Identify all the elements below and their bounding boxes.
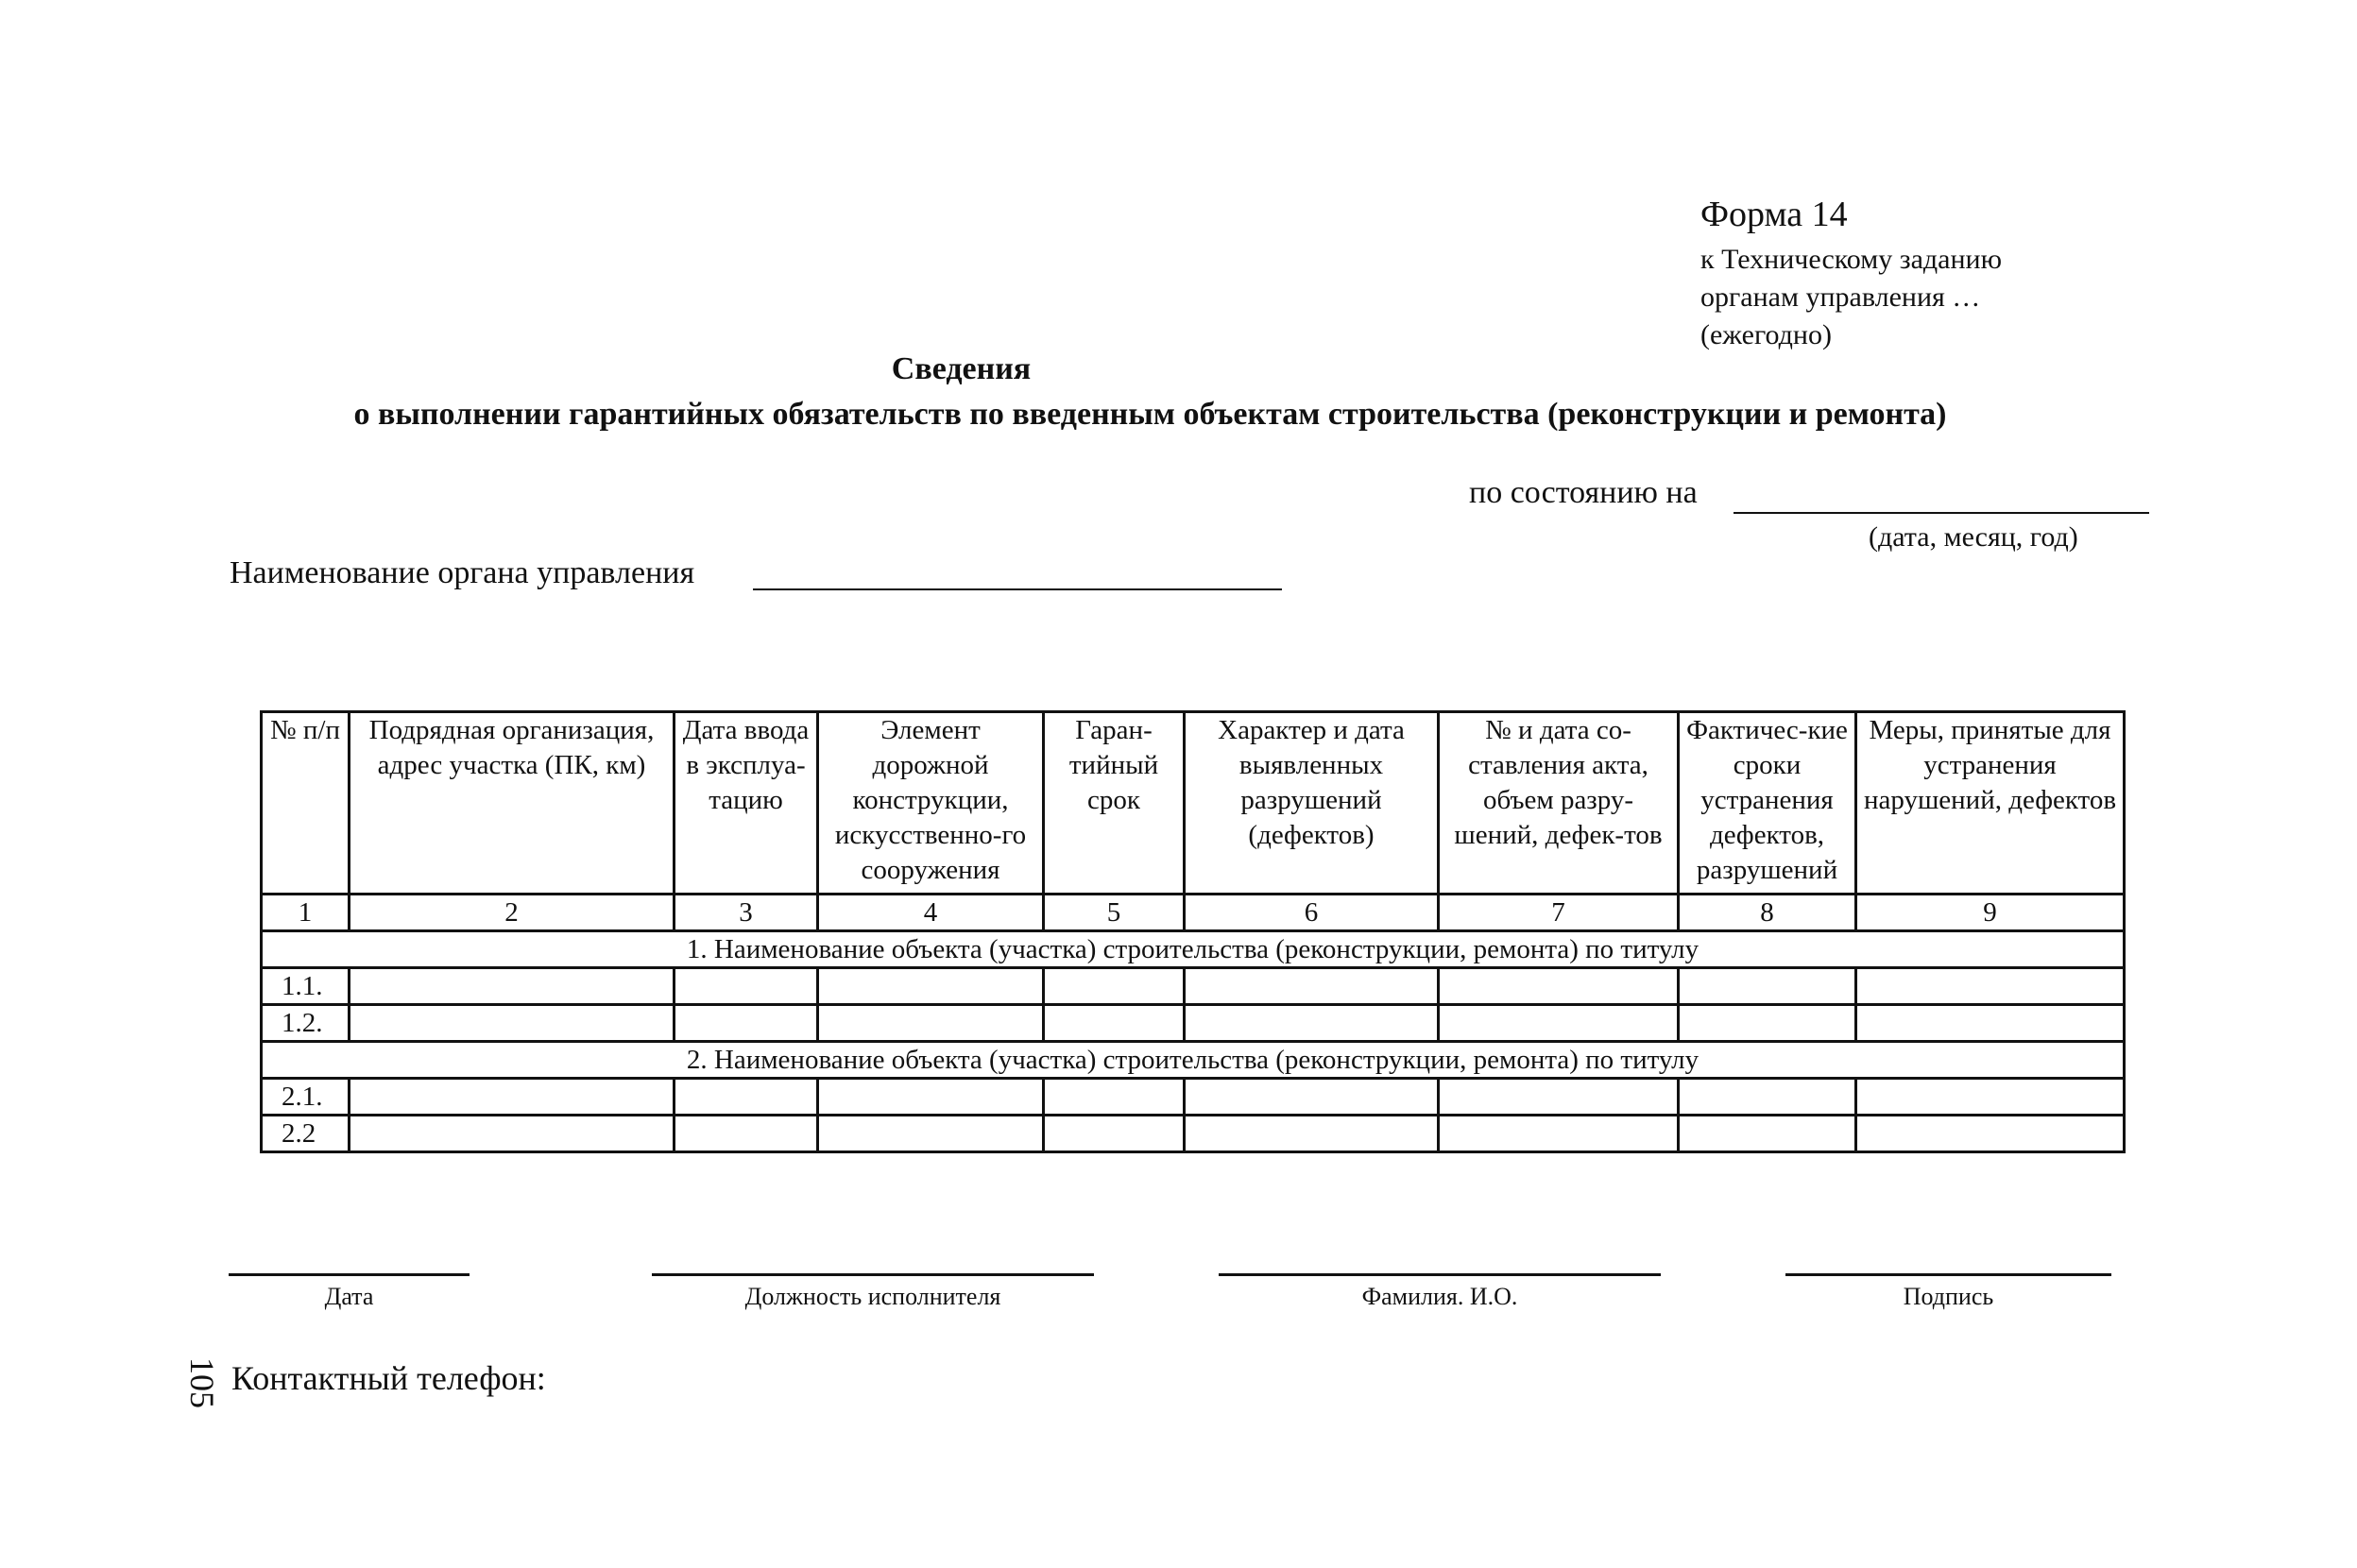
table-cell[interactable] [1856,1079,2125,1116]
row-id: 2.1. [262,1079,350,1116]
table-cell[interactable] [1185,1079,1439,1116]
table-row [262,968,2125,1005]
column-number: 8 [1679,895,1856,931]
table-cell[interactable] [1044,1116,1185,1152]
warranty-table [260,710,2126,1153]
header-cell-commission-date: Дата ввода в эксплуа-тацию [675,712,818,895]
date-label: Дата [324,1283,374,1310]
date-signature-line[interactable] [229,1273,470,1276]
state-date-hint: (дата, месяц, год) [1869,521,2078,553]
table-row [262,1079,2125,1116]
header-cell-fix-dates: Фактичес-кие сроки устранения дефектов, разрушений [1679,712,1856,895]
table-cell[interactable] [675,1005,818,1042]
table-cell[interactable] [1185,1116,1439,1152]
column-number: 1 [262,895,350,931]
form-reference-line-1: к Техническому заданию [1700,244,2002,275]
form-number: Форма 14 [1700,195,1848,234]
column-number-row [262,895,2125,931]
name-label: Фамилия. И.О. [1361,1283,1518,1310]
state-as-of-label: по состоянию на [1469,475,1698,510]
table-cell[interactable] [1679,968,1856,1005]
table-cell[interactable] [1185,1005,1439,1042]
table-cell[interactable] [1439,1005,1679,1042]
header-cell-element: Элемент дорожной конструкции, искусственно-го сооружения [818,712,1044,895]
column-number: 7 [1439,895,1679,931]
contact-phone-label: Контактный телефон: [231,1359,546,1397]
table-cell[interactable] [818,1005,1044,1042]
table-cell[interactable] [675,1116,818,1152]
row-id: 1.1. [262,968,350,1005]
column-number: 3 [675,895,818,931]
table-cell[interactable] [1439,1079,1679,1116]
table-cell[interactable] [1856,1005,2125,1042]
table-cell[interactable] [1439,1116,1679,1152]
page-number: 105 [183,1357,221,1408]
column-number: 5 [1044,895,1185,931]
header-cell-measures: Меры, принятые для устранения нарушений, дефектов [1856,712,2125,895]
document-title: Сведения [891,351,1032,386]
table-cell[interactable] [350,1116,675,1152]
table-row [262,1005,2125,1042]
name-signature-line[interactable] [1219,1273,1661,1276]
table-cell[interactable] [1044,1079,1185,1116]
row-id: 2.2 [262,1116,350,1152]
table-cell[interactable] [818,1079,1044,1116]
table-cell[interactable] [1856,1116,2125,1152]
table-cell[interactable] [675,1079,818,1116]
table-cell[interactable] [1679,1005,1856,1042]
section-row-2 [262,1042,2125,1079]
column-number: 4 [818,895,1044,931]
table-cell[interactable] [818,1116,1044,1152]
table-cell[interactable] [1044,1005,1185,1042]
table-cell[interactable] [1185,968,1439,1005]
header-cell-number: № п/п [262,712,350,895]
table-cell[interactable] [1679,1079,1856,1116]
table-cell[interactable] [675,968,818,1005]
document-subtitle: о выполнении гарантийных обязательств по введенным объектам строительства (реконструкции и ремонта) [353,397,1947,432]
state-date-field[interactable] [1734,512,2149,514]
signature-label: Подпись [1903,1283,1994,1310]
org-name-field[interactable] [753,588,1282,590]
table-cell[interactable] [1679,1116,1856,1152]
position-label: Должность исполнителя [744,1283,1001,1310]
org-name-label: Наименование органа управления [230,555,695,590]
table-cell[interactable] [1856,968,2125,1005]
table-header-row [262,712,2125,895]
table-cell[interactable] [1439,968,1679,1005]
header-cell-act: № и дата со-ставления акта, объем разру-шений, дефек-тов [1439,712,1679,895]
row-id: 1.2. [262,1005,350,1042]
header-cell-contractor: Подрядная организация, адрес участка (ПК, км) [350,712,675,895]
header-cell-defects: Характер и дата выявленных разрушений (дефектов) [1185,712,1439,895]
section-row-1 [262,931,2125,968]
column-number: 9 [1856,895,2125,931]
table-cell[interactable] [350,968,675,1005]
table-row [262,1116,2125,1152]
table-cell[interactable] [350,1079,675,1116]
column-number: 2 [350,895,675,931]
column-number: 6 [1185,895,1439,931]
table-cell[interactable] [1044,968,1185,1005]
table-cell[interactable] [818,968,1044,1005]
header-cell-warranty-period: Гаран-тийный срок [1044,712,1185,895]
form-reference-line-3: (ежегодно) [1700,319,1832,350]
form-reference-line-2: органам управления … [1700,281,1981,313]
section-title-1: 1. Наименование объекта (участка) строительства (реконструкции, ремонта) по титулу [262,931,2125,968]
signature-line[interactable] [1785,1273,2111,1276]
section-title-2: 2. Наименование объекта (участка) строительства (реконструкции, ремонта) по титулу [262,1042,2125,1079]
table-cell[interactable] [350,1005,675,1042]
position-signature-line[interactable] [652,1273,1094,1276]
